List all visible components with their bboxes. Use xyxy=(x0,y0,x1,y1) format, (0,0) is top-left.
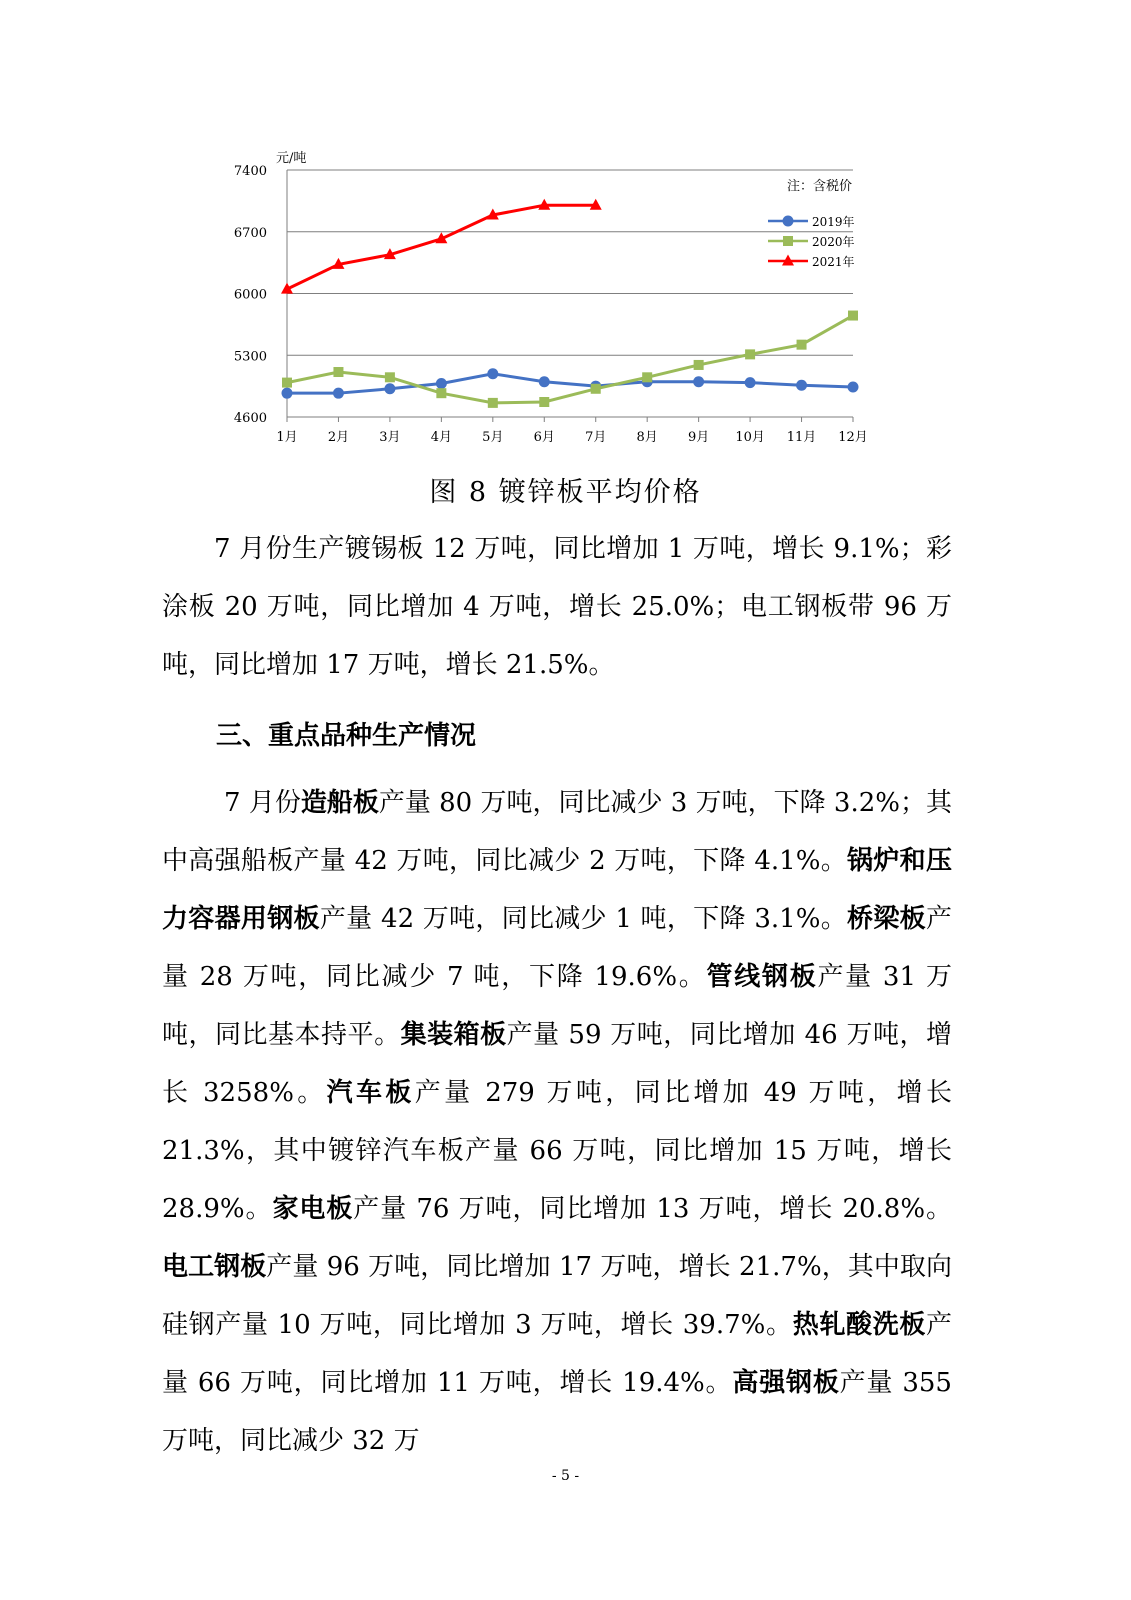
x-tick-label: 3月 xyxy=(379,430,401,445)
text-run: 产量 80 万吨，同比减少 3 万吨，下降 3.2%；其中高强船板产量 42 万吨，同比减少 2 万吨，下降 4.1%。 xyxy=(162,788,952,876)
text-run: 产量 28 万吨，同比减少 7 吨，下降 19.6%。 xyxy=(162,904,952,992)
series-line-2021年 xyxy=(287,205,596,289)
figure-caption: 图 8 镀锌板平均价格 xyxy=(429,477,702,508)
data-point-2020年 xyxy=(848,311,858,321)
text-run: 产量 66 万吨，同比增加 11 万吨，增长 19.4%。 xyxy=(162,1310,952,1398)
text-run: 产量 42 万吨，同比减少 1 吨，下降 3.1%。 xyxy=(319,904,848,934)
text-run: 产量 59 万吨，同比增加 46 万吨，增长 3258%。 xyxy=(162,1020,952,1108)
bold-term: 管线钢板 xyxy=(706,962,818,992)
text-run: 产量 279 万吨，同比增加 49 万吨，增长 21.3%，其中镀锌汽车板产量 66 万吨，同比增加 15 万吨，增长 28.9%。 xyxy=(162,1078,952,1224)
bold-term: 电工钢板 xyxy=(162,1252,267,1282)
data-point-2020年 xyxy=(488,398,498,408)
bold-term: 热轧酸洗板 xyxy=(792,1310,926,1340)
x-tick-label: 11月 xyxy=(786,430,817,445)
data-point-2020年 xyxy=(333,367,343,377)
x-tick-label: 7月 xyxy=(585,430,607,445)
text-run: 产量 76 万吨，同比增加 13 万吨，增长 20.8%。 xyxy=(353,1194,952,1224)
data-point-2019年 xyxy=(796,380,807,391)
x-tick-label: 6月 xyxy=(533,430,555,445)
data-point-2020年 xyxy=(694,360,704,370)
bold-term: 家电板 xyxy=(272,1194,354,1224)
x-tick-label: 8月 xyxy=(636,430,658,445)
data-point-2019年 xyxy=(848,382,859,393)
data-point-2019年 xyxy=(745,377,756,388)
data-point-2019年 xyxy=(282,388,293,399)
data-point-2020年 xyxy=(436,388,446,398)
chart-svg xyxy=(228,140,888,460)
y-axis-label: 元/吨 xyxy=(276,151,307,166)
text-run: 产量 355 万吨，同比减少 32 万 xyxy=(162,1368,952,1456)
y-tick-label: 6000 xyxy=(233,287,267,303)
data-point-2019年 xyxy=(436,378,447,389)
text-run: 产量 96 万吨，同比增加 17 万吨，增长 21.7%，其中取向硅钢产量 10 万吨，同比增加 3 万吨，增长 39.7%。 xyxy=(162,1252,952,1340)
bold-term: 锅炉和压力容器用钢板 xyxy=(162,846,952,934)
paragraph-1: 7 月份生产镀锡板 12 万吨，同比增加 1 万吨，增长 9.1%；彩涂板 20 万吨，同比增加 4 万吨，增长 25.0%；电工钢板带 96 万吨，同比增加 17 万吨，增长 21.5%。 xyxy=(162,534,952,680)
bold-term: 集装箱板 xyxy=(400,1020,507,1050)
x-tick-label: 9月 xyxy=(687,430,710,445)
data-point-2019年 xyxy=(539,376,550,387)
x-tick-label: 12月 xyxy=(838,430,868,445)
legend-label: 2020年 xyxy=(812,235,855,249)
legend-marker xyxy=(783,216,794,227)
data-point-2019年 xyxy=(384,383,395,394)
legend-label: 2019年 xyxy=(812,215,855,229)
y-tick-label: 5300 xyxy=(233,349,267,365)
x-tick-label: 2月 xyxy=(327,430,350,445)
chart-note: 注：含税价 xyxy=(786,179,852,194)
text-run: 7 月份 xyxy=(224,788,301,818)
data-point-2019年 xyxy=(487,368,498,379)
data-point-2020年 xyxy=(745,349,755,359)
data-point-2020年 xyxy=(591,384,601,394)
y-tick-label: 7400 xyxy=(233,164,267,179)
bold-term: 造船板 xyxy=(300,788,379,818)
data-point-2020年 xyxy=(385,372,395,382)
x-tick-label: 1月 xyxy=(276,430,298,445)
x-tick-label: 10月 xyxy=(735,430,765,445)
data-point-2020年 xyxy=(539,397,549,407)
x-tick-label: 4月 xyxy=(430,430,453,445)
x-tick-label: 5月 xyxy=(482,430,504,445)
bold-term: 桥梁板 xyxy=(847,904,926,934)
data-point-2019年 xyxy=(693,376,704,387)
page-number: - 5 - xyxy=(551,1468,580,1484)
legend-marker xyxy=(783,236,793,246)
text-run: 产量 31 万吨，同比基本持平。 xyxy=(162,962,952,1050)
y-tick-label: 4600 xyxy=(233,411,267,426)
data-point-2020年 xyxy=(642,372,652,382)
y-tick-label: 6700 xyxy=(233,225,267,241)
legend-label: 2021年 xyxy=(812,255,855,269)
paragraph-2 xyxy=(162,774,952,1470)
bold-term: 高强钢板 xyxy=(732,1368,840,1398)
line-chart xyxy=(228,140,888,460)
section-heading: 三、重点品种生产情况 xyxy=(216,721,477,751)
data-point-2020年 xyxy=(282,378,292,388)
bold-term: 汽车板 xyxy=(326,1078,415,1108)
data-point-2019年 xyxy=(333,388,344,399)
data-point-2020年 xyxy=(797,340,807,350)
